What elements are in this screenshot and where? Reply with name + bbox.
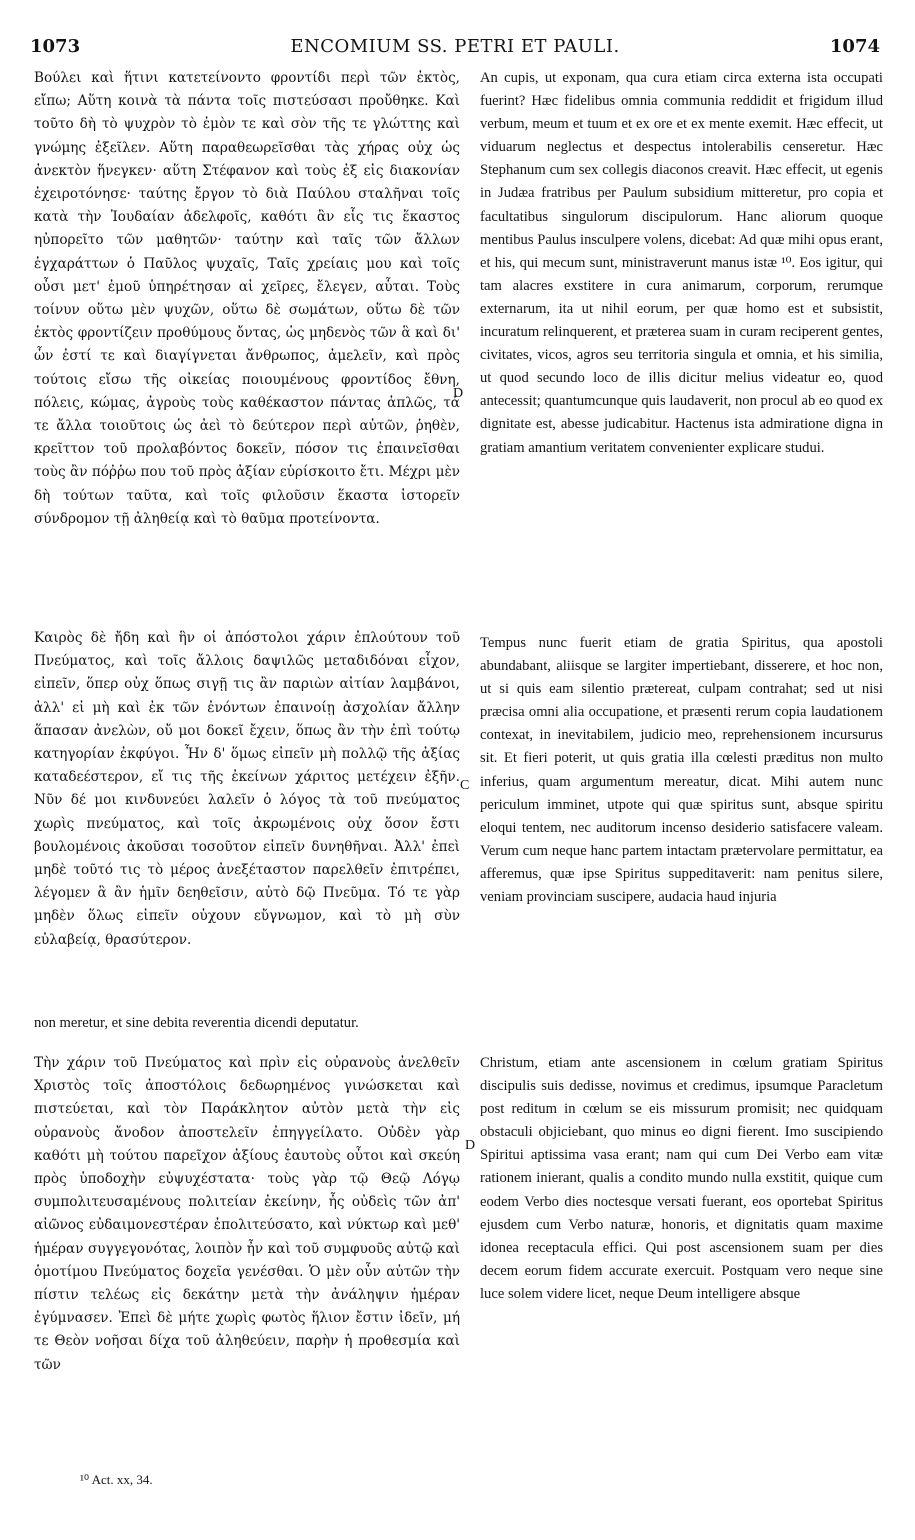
page-number-right: 1074 — [829, 36, 880, 57]
running-header — [30, 36, 880, 62]
greek-column-paragraph-1 — [34, 67, 460, 531]
latin-continuation: non meretur, et sine debita reverentia dicendi deputatur. — [34, 1015, 359, 1031]
greek-paragraph: Βούλει καὶ ἥτινι κατετείνοντο φροντίδι περὶ τῶν ἐκτὸς, εἴπω; Αὕτη κοινὰ τὰ πάντα τοῖς πιστεύσασι προὔθηκε. Καὶ τοῦτο δὴ τὸ ψυχρὸν τὸ ἐμὸν τε καὶ σὸν τῆς τε γλώττης καὶ γνώμης ἐξεῖλεν. Αὕτη παραθεωρεῖσθαι τὰς χήρας οὐχ ὡς ἀνεκτὸν ἥνεγκεν· αὕτη Στέφανον καὶ τοὺς ἐξ εἰς διακονίαν ἐχειροτόνησε· ταύτης ἔργον τὸ διὰ Παύλου σταλῆναι τοῖς κατὰ τὴν Ἰουδαίαν ἀδελφοῖς, καθότι ἂν εἷς τις ἕκαστος ηὐπορεῖτο τῶν μαθητῶν· ταύτην καὶ ταῖς τῶν ἄλλων ἐγχαράττων ὁ Παῦλος ψυχαῖς, Ταῖς χρείαις μου καὶ τοῖς οὖσι μετ' ἐμοῦ ὑπηρέτησαν αἱ χεῖρες, ἔλεγεν, αὗται. Τοὺς τοίνυν οὕτω μὲν ψυχῶν, οὕτω δὲ σωμάτων, οὕτω δὲ τῶν ἐκτὸς φροντίζειν προθύμους ὄντας, ὡς μηδενὸς τῶν ἃ καὶ δι' ὧν ἐστί τε καὶ διαγίγνεται ἄνθρωπος, ἀμελεῖν, καὶ πρὸς τούτοις εἴσω τῆς οἰκείας ποιουμένους φροντίδος ἔθνη, πόλεις, κώμας, ἀγροὺς τοὺς καθέκαστον πάντας ἁπλῶς, τά τε ἄλλα τοιοῦτοις ὡς ἀεὶ τὸ δεύτερον περὶ αὐτῶν, ῥηθὲν, κρεῖττον τοῦ προλαβόντος δοκεῖν, πόσον τις ἐπαινεῖσθαι τοὺς ἂν πόῤῥω που τοῦ πρὸς ἀξίαν εὑρίσκοιτο ἔτι. Μέχρι μὲν δὴ τούτων ταῦτα, καὶ τοῖς φιλοῦσιν ἕκαστα ἱστορεῖν σύνδρομον τῇ ἀληθείᾳ καὶ τὸ θαῦμα προτείνοντα. — [34, 70, 460, 527]
greek-paragraph: Τὴν χάριν τοῦ Πνεύματος καὶ πρὶν εἰς οὐρανοὺς ἀνελθεῖν Χριστὸς τοῖς ἀποστόλοις δεδωρημένος γινώσκεται καὶ πιστεύεται, καὶ τὸν Παράκλητον αὐτὸν μετὰ τὴν εἰς οὐρανοὺς ἄνοδον ἀποστελεῖν ἐπηγγείλατο. Οὐδὲν γὰρ καθότι μὴ τούτου παρεῖχον ἀξίους ἑαυτοὺς οὗτοι καὶ σκεύη πρὸς ὑποδοχὴν εὐψυχέστατα· τοὺς γὰρ τῷ Θεῷ Λόγῳ συμπολιτευσαμένους πολιτείαν ἐκείνην, ἧς οὐδεὶς τῶν ἀπ' αἰῶνος εὐδαιμονεστέραν ἐπολιτεύσατο, καὶ νύκτωρ καὶ μεθ' ἡμέραν συγγεγονότας, λοιπὸν ἦν καὶ τοῦ συμφυοῦς αὐτῷ καὶ ὁμοτίμου Πνεύματος δοχεῖα γενέσθαι. Ὁ μὲν οὖν αὐτῶν τὴν πίστιν τελέως εἰς δεκάτην μετὰ τὴν ἀνάληψιν ἡμέραν ἐγύμνασεν. Ἐπεὶ δὲ μήτε χωρὶς φωτὸς ἥλιον ἔστιν ἰδεῖν, μή τε Θεὸν νοῆσαι δίχα τοῦ ἀληθεύειν, παρὴν ἡ προθεσμία καὶ τῶν — [34, 1055, 460, 1373]
latin-paragraph: An cupis, ut exponam, qua cura etiam circa externa ista occupati fuerint? Hæc fidelibus omnia communia reddidit et frigidum illud verbum, meum et tuum et ex ore et ex mente exemit. Hæc effecit, ut viduarum neglectus et despectus intolerabilis censeretur. Hæc Stephanum cum sex collegis diaconos creavit. Hæc effecit, ut egenis in Judæa fratribus per Paulum subsidium mitteretur, pro copia et facultatibus singulorum discipulorum. Hanc aliorum quoque mentibus Paulus insculpere volens, dicebat: Ad quæ mihi opus erant, et his, qui mecum sunt, ministraverunt manus istæ ¹⁰. Eos igitur, qui tam alacres exstitere in cura animarum, corporum, rerumque externarum, ita ut nihil eorum, per quæ homo est et subsistit, incuratum relinquerent, et præterea suam in curam reciperent gentes, civitates, vicos, agros seu territoria singula et omnia, et his similia, ut quod secundo loco de illis dicitur melius videatur eo, quod antecessit; quantumcunque quis laudaverit, non procul ab eo quod ex dignitate est, abesse judicabitur. Hactenus ista admiratione digna in gratiam amantium veritatem convenienter explicare studui. — [480, 70, 883, 456]
latin-column-paragraph-3 — [480, 1052, 883, 1306]
latin-paragraph: Christum, etiam ante ascensionem in cœlum gratiam Spiritus discipulis suis dedisse, novimus et credimus, ipsumque Paracletum post reditum in cœlum se eis missurum promisit; nec quidquam obstaculi objiciebant, quo minus eo digni fierent. Imo suscipiendo Spiritui aptissima vasa erant; nam qui cum Dei Verbo eam vitæ rationem inierant, qualis a condito mundo nulla exstitit, quique cum eodem Verbo dies noctesque versati fuerant, eos oportebat Spiritus ejusdem cum Verbo naturæ, honoris, et dignitatis quam maxime idonea receptacula effici. Qui post ascensionem suam per dies decem eorum fidem accurate exercuit. Postquam vero neque sine luce solem videre licet, neque Deum intelligere absque — [480, 1055, 883, 1302]
margin-letter-d-lower: D — [465, 1138, 476, 1153]
margin-letter-c: C — [460, 778, 470, 793]
greek-paragraph: Καιρὸς δὲ ἤδη καὶ ἣν οἱ ἀπόστολοι χάριν ἐπλούτουν τοῦ Πνεύματος, καὶ τοῖς ἄλλοις δαψιλῶς μεταδιδόναι εἶχον, εἰπεῖν, ὅπερ οὐχ ὅπως σιγῇ τις ἂν παριὼν αἰτίαν λαμβάνοι, ἀλλ' εἰ μὴ καὶ ἐκ τῶν ἐνόντων ἐπαινοίῃ ἀσχολίαν ἄλλην ἅπασαν ἀνελὼν, οὔ μοι δοκεῖ ἔχειν, ὅπως ἂν τὴν ἐπὶ τούτῳ κατηγορίαν ἐκφύγοι. Ἦν δ' ὅμως εἰπεῖν μὴ πολλῷ τῆς ἀξίας καταδεέστερον, εἴ τις τῆς ἐκείνων χάριτος μετέχειν ἐξῆν. Νῦν δέ μοι κινδυνεύει λαλεῖν ὁ λόγος τὰ τοῦ πνεύματος χωρὶς πνεύματος, καὶ τοῖς ἀκρωμένοις οὐχ ὅσον ἔστι βουλομένοις ἀκοῦσαι τοσοῦτον εἰπεῖν δυνηθῆναι. Ἀλλ' ἐπεὶ μηδὲ τοῦτό τις τὸ μέρος ἀνεξέταστον παρελθεῖν ἐπιτρέπει, λέγομεν ἃ ἂν ἡμῖν δεηθεῖσιν, αὐτὸ δῷ Πνεῦμα. Τό τε γὰρ μηδὲν ὅλως εἰπεῖν οὐχουν εὔγνωμον, καὶ τὸ μὴ σὺν εὐλαβείᾳ, θρασύτερον. — [34, 630, 460, 948]
page-number-left: 1073 — [30, 36, 81, 57]
running-title: ENCOMIUM SS. PETRI ET PAULI. — [290, 36, 620, 57]
margin-letter-d: D — [453, 386, 464, 401]
latin-column-paragraph-2 — [480, 632, 883, 909]
greek-column-paragraph-3 — [34, 1052, 460, 1377]
latin-column-paragraph-1 — [480, 67, 883, 460]
footnote: ¹⁰ Act. xx, 34. — [80, 1472, 153, 1487]
greek-column-paragraph-2 — [34, 627, 460, 952]
latin-paragraph: Tempus nunc fuerit etiam de gratia Spiritus, qua apostoli abundabant, aliisque se largiter impertiebant, disserere, et hoc non, ut si quis eam silentio prætereat, culpam contrahat; sed ut nisi præcisa omni alia occupatione, et præsenti rerum copia laudationem contexat, in inevitabilem, judicio meo, reprehensionem incursurus sit. Et fieri poterit, ut quis gratia illa cœlesti præditus non multo inferius, quam argumentum mereatur, dicat. Mihi autem nunc periculum imminet, utpote qui quæ spiritus sunt, absque spiritu eloqui tentem, nec auditorum incenso desiderio satisfacere valeam. Verum cum neque hanc partem intactam prætervolare permittatur, ea afferemus, quæ ipse Spiritus suppeditaverit: nam penitus silere, veniam provinciam suscipere, audacia haud injuria — [480, 635, 883, 906]
merged-line — [34, 1012, 883, 1056]
